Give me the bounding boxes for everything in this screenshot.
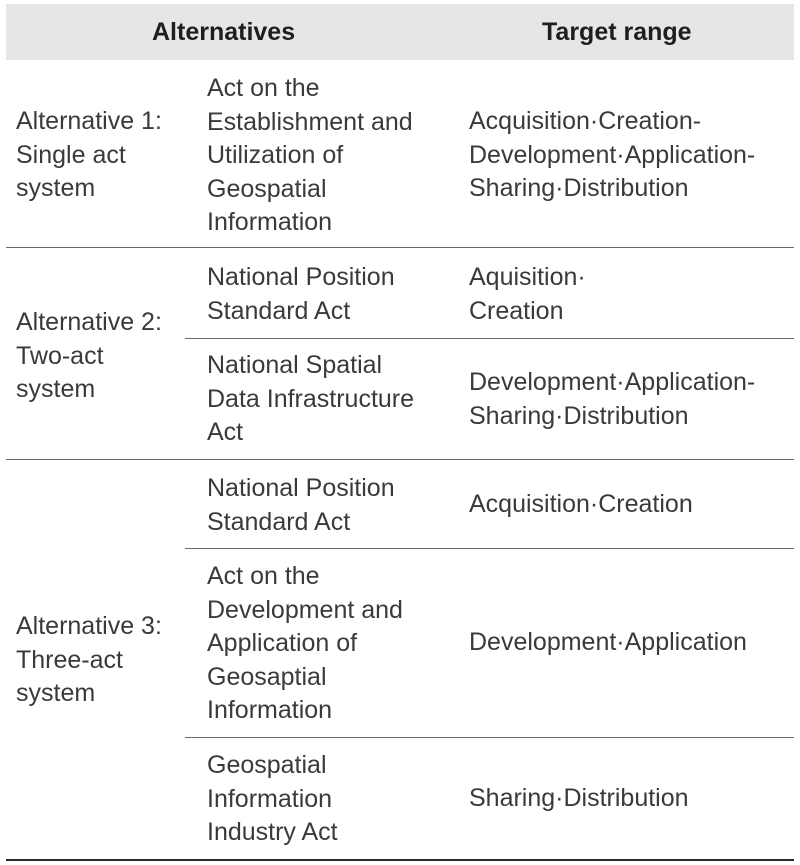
act-cell: National Spatial Data Infrastructure Act xyxy=(207,351,415,446)
act-cell: National Position Standard Act xyxy=(207,263,395,325)
group-divider xyxy=(6,459,794,460)
act-cell: National Position Standard Act xyxy=(207,474,395,536)
row-divider xyxy=(185,737,794,738)
target-cell: Development·Application- Sharing·Distribution xyxy=(469,368,756,430)
act-cell: Act on the Development and Application of Geosaptial Information xyxy=(207,562,403,724)
header-alternatives: Alternatives xyxy=(152,18,296,46)
table-bottom-border xyxy=(6,859,794,861)
target-cell: Acquisition·Creation- Development·Application- Sharing·Distribution xyxy=(469,107,756,202)
target-cell: Sharing·Distribution xyxy=(469,784,689,812)
group-divider xyxy=(6,247,794,248)
target-cell: Development·Application xyxy=(469,628,747,656)
header-target-range: Target range xyxy=(542,18,692,46)
act-cell: Geospatial Information Industry Act xyxy=(207,751,338,846)
target-cell: Aquisition· Creation xyxy=(469,263,586,325)
alternative-1-label: Alternative 1: Single act system xyxy=(16,107,162,202)
row-divider xyxy=(185,548,794,549)
alternative-3-label: Alternative 3: Three-act system xyxy=(16,612,162,707)
alternative-2-label: Alternative 2: Two-act system xyxy=(16,308,162,403)
row-divider xyxy=(185,338,794,339)
act-cell: Act on the Establishment and Utilization of Geospatial Information xyxy=(207,74,413,236)
target-cell: Acquisition·Creation xyxy=(469,490,693,518)
